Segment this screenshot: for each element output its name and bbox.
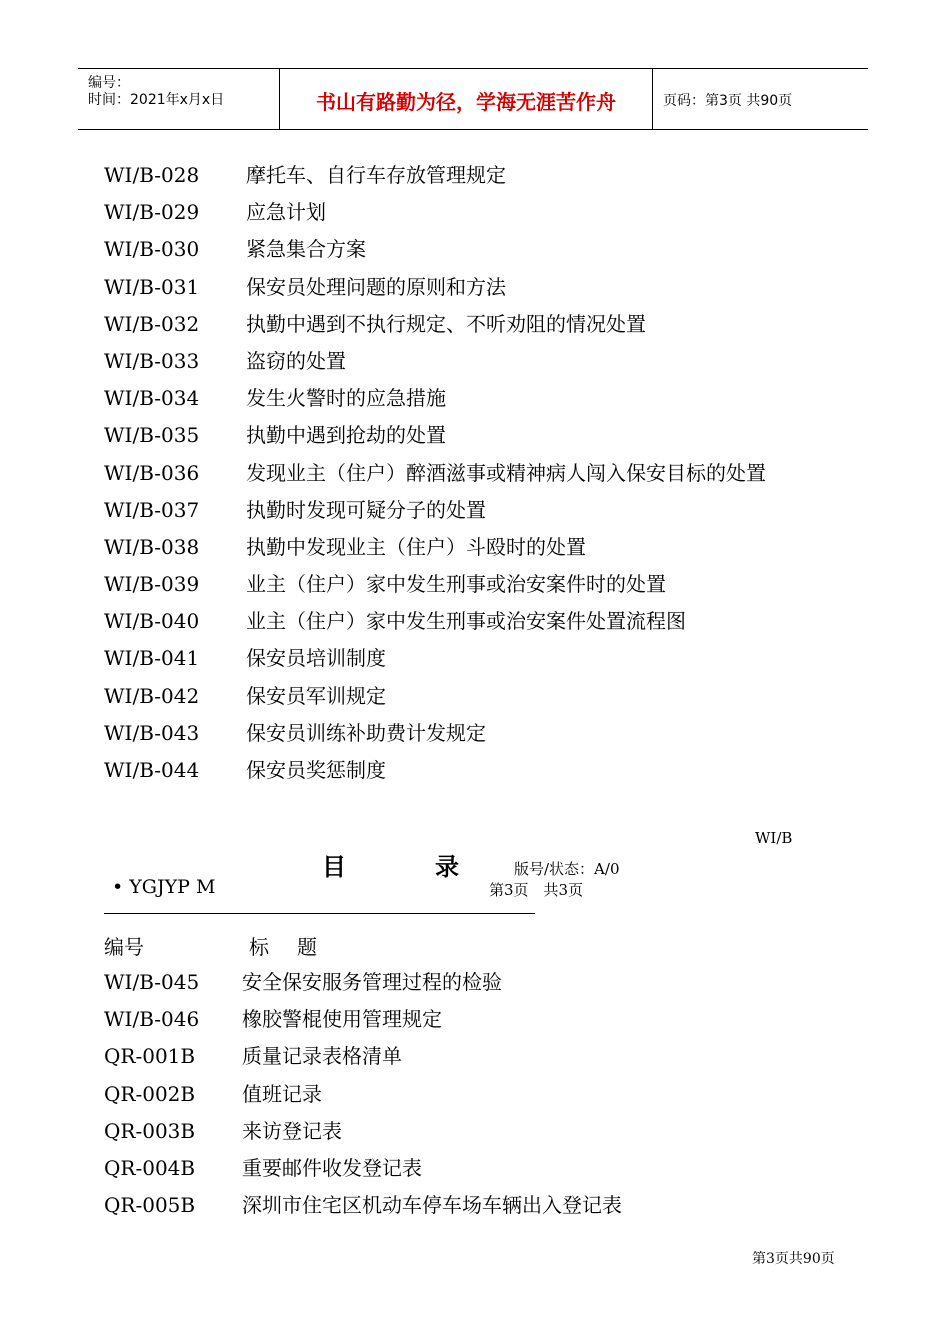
item-code: WI/B-043 [104,720,200,745]
header-number-label: 编号： [88,75,130,91]
list-item [104,678,766,715]
item-code: WI/B-038 [104,534,200,559]
list-item [104,1001,622,1038]
item-title: 来访登记表 [242,1118,342,1143]
item-title: 发生火警时的应急措施 [246,386,446,411]
document-item-list [104,157,766,789]
header-motto: 书山有路勤为径，学海无涯苦作舟 [316,90,616,114]
item-title: 执勤中遇到抢劫的处置 [246,423,446,448]
column-header [104,930,317,964]
item-code: WI/B-034 [104,386,200,411]
list-item [104,566,766,603]
list-item [104,715,766,752]
item-code: QR-001B [104,1044,196,1069]
list-item [104,380,766,417]
item-title: 应急计划 [246,200,326,225]
list-item [104,1038,622,1075]
item-title: 保安员训练补助费计发规定 [246,720,486,745]
item-title: 深圳市住宅区机动车停车场车辆出入登记表 [242,1193,622,1218]
list-item [104,417,766,454]
item-code: WI/B-044 [104,758,200,782]
item-code: WI/B-029 [104,200,200,225]
item-title: 执勤时发现可疑分子的处置 [246,497,486,522]
header-date: 时间：2021年x月x日 [88,92,225,108]
section-version: 版号/状态：A/0 [514,860,620,878]
item-code: WI/B-033 [104,348,200,373]
column-header-title-1: 标 [249,935,269,959]
item-code: QR-002B [104,1081,196,1106]
page-footer: 第3页共90页 [752,1251,835,1267]
toc-title-char-1: 目 [322,852,346,881]
item-title: 保安员军训规定 [246,683,386,708]
list-item [104,964,622,1001]
toc-title-char-2: 录 [435,852,459,881]
item-title: 业主（住户）家中发生刑事或治安案件时的处置 [246,572,666,597]
list-item [104,455,766,492]
item-code: WI/B-041 [104,646,200,671]
item-code: WI/B-046 [104,1007,200,1032]
header-motto-cell [280,69,653,129]
section-doc-code: WI/B [755,829,793,847]
item-title: 执勤中遇到不执行规定、不听劝阻的情况处置 [246,311,646,336]
item-title: 发现业主（住户）醉酒滋事或精神病人闯入保安目标的处置 [246,460,766,485]
item-code: WI/B-035 [104,423,200,448]
list-item [104,529,766,566]
item-code: WI/B-030 [104,237,200,262]
header-page-cell [653,69,868,129]
list-item [104,1076,622,1113]
list-item [104,640,766,677]
list-item [104,752,766,789]
item-code: WI/B-032 [104,311,200,336]
list-item [104,343,766,380]
list-item [104,1113,622,1150]
column-header-code: 编号 [104,935,144,959]
item-code: QR-003B [104,1118,196,1143]
item-title: 保安员奖惩制度 [246,758,386,782]
section-pages: 第3页 共3页 [489,881,584,899]
header-meta [78,69,280,129]
header-page-number: 页码：第3页 共90页 [663,93,793,109]
list-item [104,1150,622,1187]
item-title: 保安员处理问题的原则和方法 [246,274,506,299]
list-item [104,157,766,194]
item-title: 业主（住户）家中发生刑事或治安案件处置流程图 [246,609,686,634]
item-code: WI/B-045 [104,970,200,994]
list-item [104,492,766,529]
page-header [78,68,868,130]
list-item [104,306,766,343]
item-code: WI/B-037 [104,497,200,522]
item-code: WI/B-036 [104,460,200,485]
list-item [104,231,766,268]
item-code: WI/B-031 [104,274,200,299]
item-title: 执勤中发现业主（住户）斗殴时的处置 [246,534,586,559]
item-title: 保安员培训制度 [246,646,386,671]
section-divider [104,913,535,914]
list-item [104,269,766,306]
item-code: QR-004B [104,1155,196,1180]
item-title: 摩托车、自行车存放管理规定 [246,163,506,187]
document-item-list-2 [104,964,622,1224]
column-header-title-2: 题 [297,935,317,959]
item-title: 盗窃的处置 [246,348,346,373]
list-item [104,603,766,640]
section-company: • YGJYP M [112,876,216,898]
item-code: WI/B-028 [104,163,200,187]
item-code: WI/B-040 [104,609,200,634]
item-title: 质量记录表格清单 [242,1044,402,1069]
item-title: 值班记录 [242,1081,322,1106]
list-item [104,1187,622,1224]
item-title: 紧急集合方案 [246,237,366,262]
item-title: 橡胶警棍使用管理规定 [242,1007,442,1032]
item-title: 安全保安服务管理过程的检验 [242,970,502,994]
item-title: 重要邮件收发登记表 [242,1155,422,1180]
item-code: QR-005B [104,1193,196,1218]
item-code: WI/B-042 [104,683,200,708]
item-code: WI/B-039 [104,572,200,597]
list-item [104,194,766,231]
